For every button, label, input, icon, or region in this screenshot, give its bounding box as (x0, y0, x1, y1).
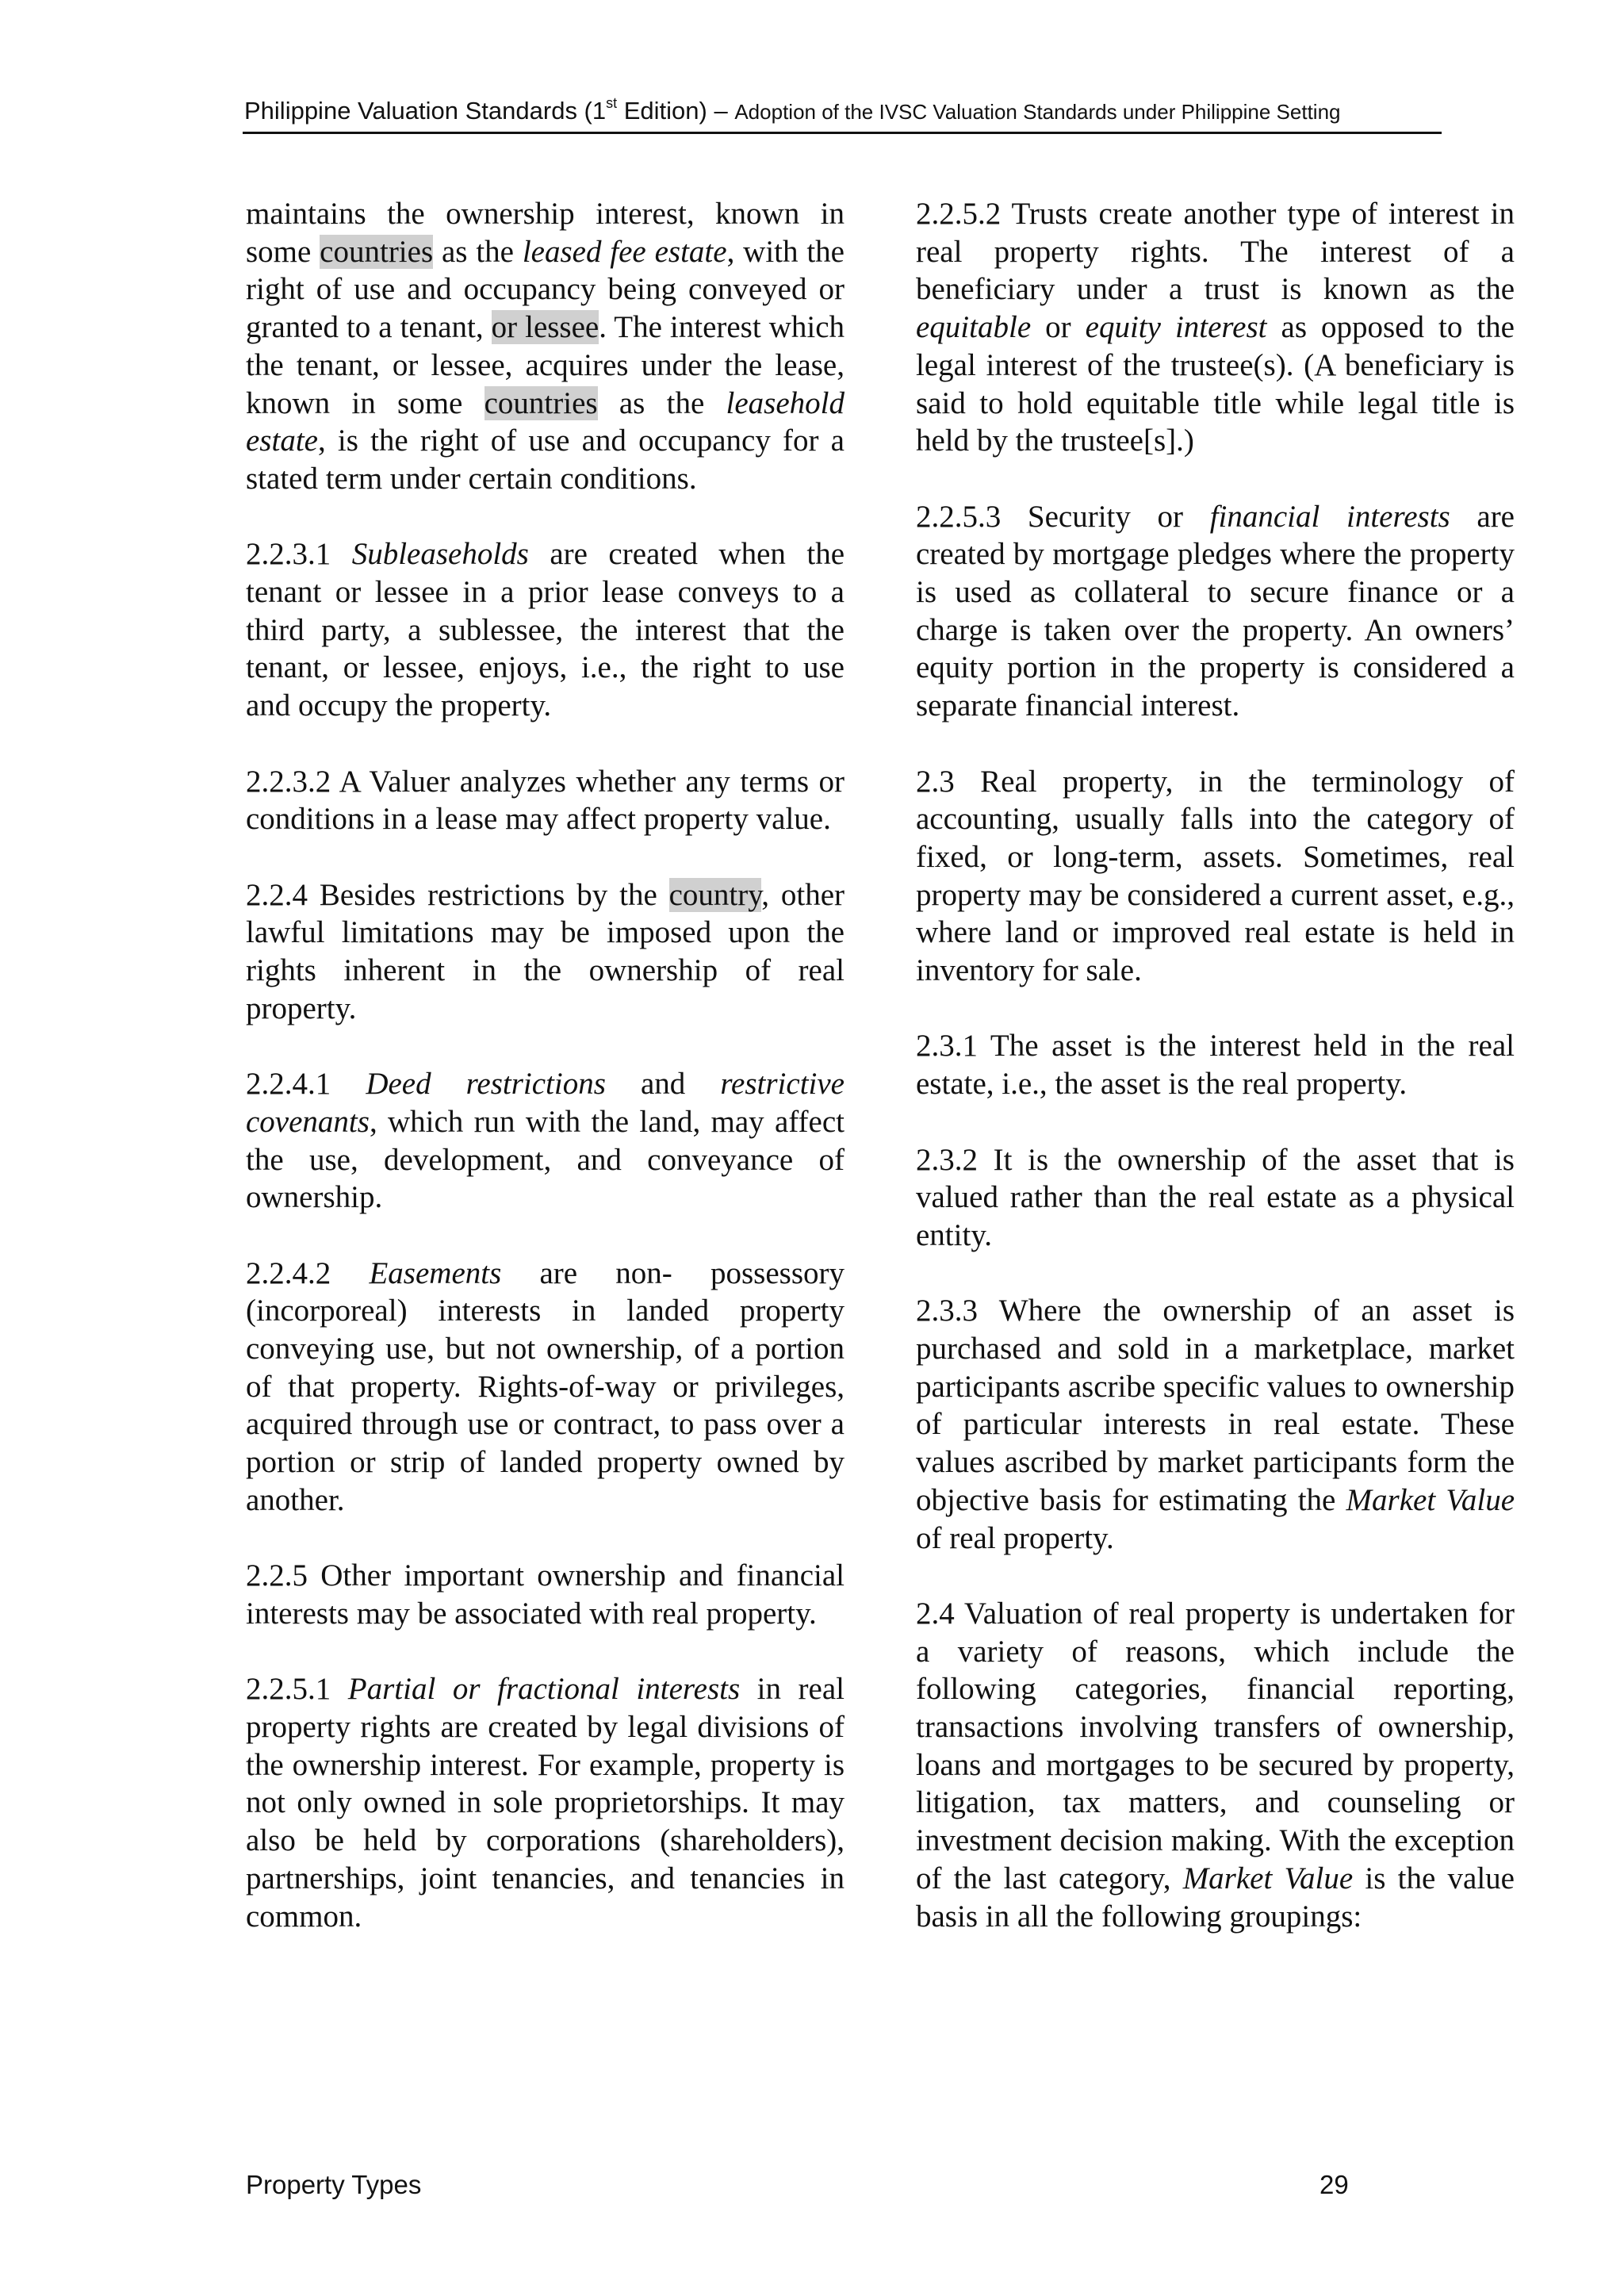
paragraph-2-2-5-2: 2.2.5.2 Trusts create another type of interest in real property rights. The interest of a beneficiary under a trust is known as the equitable or equity interest as opposed to the legal interest of the trustee(s). (A beneficiary is said to hold equitable title while legal title is held by the trustee[s].) (916, 197, 1515, 458)
paragraph-2-2-4: 2.2.4 Besides restrictions by the country, other lawful limitations may be imposed upon the rights inherent in the ownership of real property. (246, 877, 845, 1025)
paragraph-2-2-3-2: 2.2.3.2 A Valuer analyzes whether any terms or conditions in a lease may affect property value. (246, 764, 845, 837)
paragraph-2-4: 2.4 Valuation of real property is undertaken for a variety of reasons, which include the following categories, financial reporting, transactions involving transfers of ownership, loans and mortgages to be secured by property, litigation, tax matters, and counseling or investment decision making. With the exception of the last category, Market Value is the value basis in all the following groupings: (916, 1596, 1515, 1934)
paragraph-2-2-5-1: 2.2.5.1 Partial or fractional interests in real property rights are created by legal divisions of the ownership interest. For example, property is not only owned in sole proprietorships. It may also be held by corporations (shareholders), partnerships, joint tenancies, and tenancies in common. (246, 1672, 845, 1934)
paragraph-2-3-3: 2.3.3 Where the ownership of an asset is purchased and sold in a marketplace, market participants ascribe specific values to ownership of particular interests in real estate. These values ascribed by market participants form the objective basis for estimating the Market Value of real property. (916, 1294, 1515, 1555)
paragraph-2-2-4-1: 2.2.4.1 Deed restrictions and restrictive covenants, which run with the land, may affect the use, development, and conveyance of ownership. (246, 1067, 845, 1215)
paragraph-2-3-2: 2.3.2 It is the ownership of the asset that is valued rather than the real estate as a physical entity. (916, 1142, 1515, 1252)
paragraph-2-2-5: 2.2.5 Other important ownership and financial interests may be associated with real property. (246, 1558, 845, 1631)
left-column (246, 195, 845, 1973)
highlight-countries: countries (320, 234, 434, 269)
paragraph-2-2-3-1: 2.2.3.1 Subleaseholds are created when the tenant or lessee in a prior lease conveys to a third party, a sublessee, the interest that the tenant, or lessee, enjoys, i.e., the right to use and occupy the property. (246, 537, 845, 723)
paragraph-2-2-4-2: 2.2.4.2 Easements are non- possessory (incorporeal) interests in landed property conveying use, but not ownership, of a portion of that property. Rights-of-way or privileges, acquired through use or contract, to pass over a portion or strip of landed property owned by another. (246, 1255, 845, 1517)
footer-section-title: Property Types (246, 2170, 422, 2199)
highlight-country: country (668, 877, 762, 912)
header-title: Philippine Valuation Standards (1st Edition) – (244, 95, 735, 125)
highlight-countries-2: countries (484, 385, 598, 420)
paragraph-2-2-5-3: 2.2.5.3 Security or financial interests are created by mortgage pledges where the property is used as collateral to secure finance or a charge is taken over the property. An owners’ equity portion in the property is considered a separate financial interest. (916, 499, 1515, 723)
paragraph-leased-fee: maintains the ownership interest, known in some countries as the leased fee estate, with the right of use and occupancy being conveyed or granted to a tenant, or lessee. The interest which the tenant, or lessee, acquires under the lease, known in some countries as the leasehold estate, is the right of use and occupancy for a stated term under certain conditions. (246, 197, 845, 496)
footer-page-number: 29 (1320, 2170, 1349, 2199)
paragraph-2-3-1: 2.3.1 The asset is the interest held in the real estate, i.e., the asset is the real property. (916, 1029, 1515, 1102)
running-header (244, 97, 1443, 125)
paragraph-2-3: 2.3 Real property, in the terminology of accounting, usually falls into the category of fixed, or long-term, assets. Sometimes, real property may be considered a current asset, e.g., where land or improved real estate is held in inventory for sale. (916, 764, 1515, 988)
highlight-or-lessee: or lessee (491, 310, 599, 345)
header-rule (243, 132, 1442, 134)
header-subtitle: Adoption of the IVSC Valuation Standards under Philippine Setting (734, 100, 1341, 124)
right-column (916, 195, 1515, 1973)
